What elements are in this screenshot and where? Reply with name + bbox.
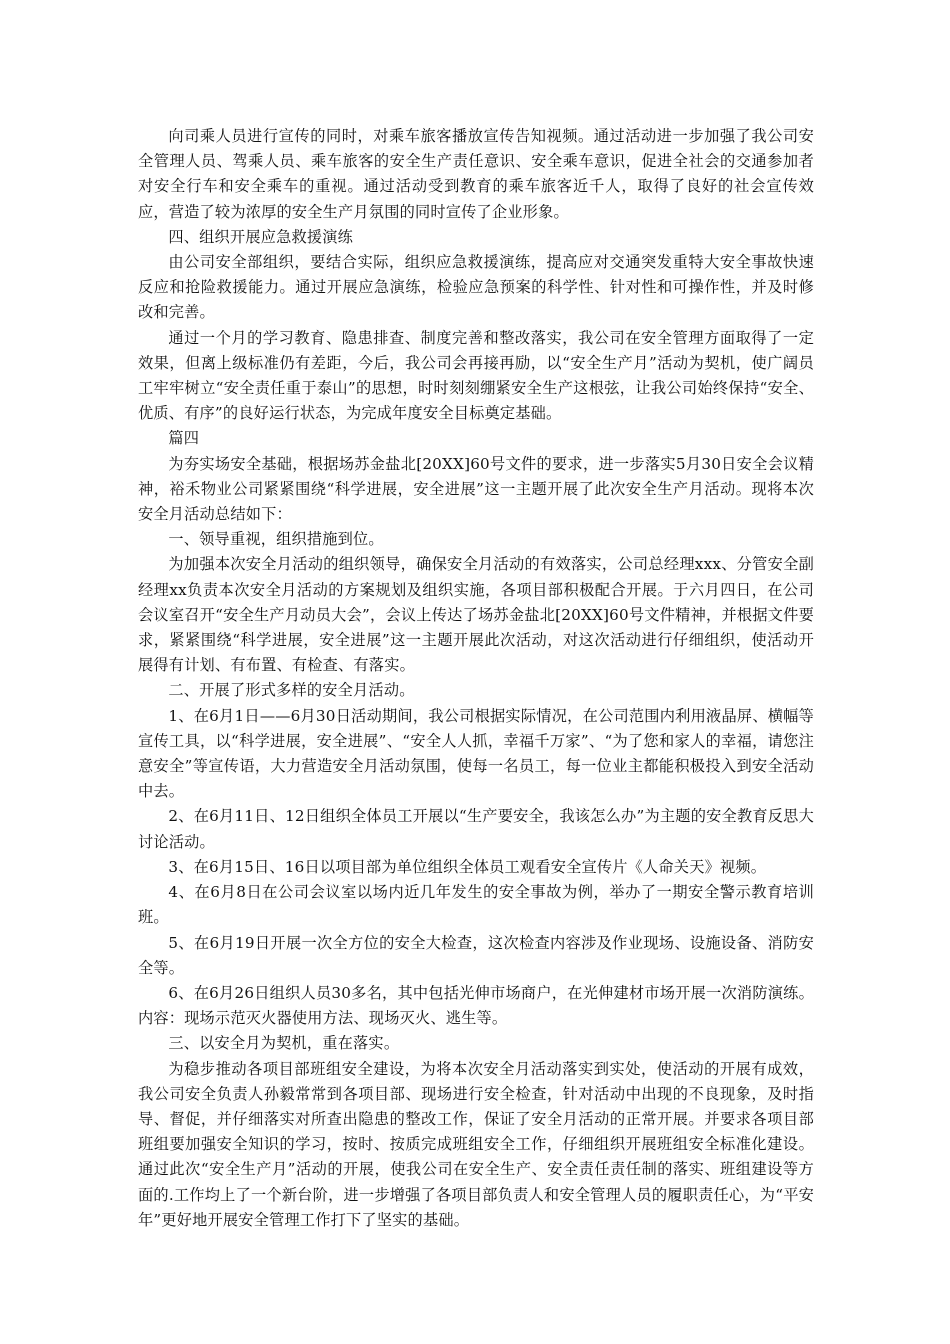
paragraph-publicity-summary: 向司乘人员进行宣传的同时，对乘车旅客播放宣传告知视频。通过活动进一步加强了我公司安全管理人员、驾乘人员、乘车旅客的安全生产责任意识、安全乘车意识，促进全社会的交通参加者对安全行车和安全乘车的重视。通过活动受到教育的乘车旅客近千人，取得了良好的社会宣传效应，营造了较为浓厚的安全生产月氛围的同时宣传了企业形象。 [138,127,814,221]
heading-leadership: 一、领导重视，组织措施到位。 [168,530,384,549]
list-item-activity-2: 2、在6月11日、12日组织全体员工开展以“生产要安全，我该怎么办”为主题的安全教育反思大讨论活动。 [138,807,814,851]
list-item-activity-1: 1、在6月1日——6月30日活动期间，我公司根据实际情况，在公司范围内利用液晶屏、横幅等宣传工具，以“科学进展，安全进展”、“安全人人抓，幸福千万家”、“为了您和家人的幸福，请您注意安全”等宣传语，大力营造安全月活动氛围，使每一名员工，每一位业主都能积极投入到安全活动中去。 [138,706,814,801]
paragraph-leadership: 为加强本次安全月活动的组织领导，确保安全月活动的有效落实，公司总经理xxx、分管安全副经理xx负责本次安全月活动的方案规划及组织实施，各项目部积极配合开展。于六月四日，在公司会议室召开“安全生产月动员大会”，会议上传达了场苏金盐北[20XX]60号文件精神，并根据文件要求，紧紧围绕“科学进展，安全进展”这一主题开展此次活动，对这次活动进行仔细组织，使活动开展得有计划、有布置、有检查、有落实。 [138,555,814,675]
paragraph-implementation: 为稳步推动各项目部班组安全建设，为将本次安全月活动落实到实处，使活动的开展有成效，我公司安全负责人孙毅常常到各项目部、现场进行安全检查，针对活动中出现的不良现象，及时指导、督促，并仔细落实对所查出隐患的整改工作，保证了安全月活动的正常开展。并要求各项目部班组要加强安全知识的学习，按时、按质完成班组安全工作，仔细组织开展班组安全标准化建设。通过此次“安全生产月”活动的开展，使我公司在安全生产、安全责任责任制的落实、班组建设等方面的.工作均上了一个新台阶，进一步增强了各项目部负责人和安全管理人员的履职责任心，为“平安年”更好地开展安全管理工作打下了坚实的基础。 [138,1059,814,1229]
paragraph-part-four-intro: 为夯实场安全基础，根据场苏金盐北[20XX]60号文件的要求，进一步落实5月30日安全会议精神，裕禾物业公司紧紧围绕“科学进展，安全进展”这一主题开展了此次安全生产月活动。现将本次安全月活动总结如下： [138,454,814,524]
paragraph-emergency-drill: 由公司安全部组织，要结合实际，组织应急救援演练，提高应对交通突发重特大安全事故快速反应和抢险救援能力。通过开展应急演练，检验应急预案的科学性、针对性和可操作性，并及时修改和完善。 [138,253,814,322]
heading-part-four: 篇四 [168,429,200,448]
list-item-activity-6: 6、在6月26日组织人员30多名，其中包括光伸市场商户，在光伸建材市场开展一次消防演练。内容：现场示范灭火器使用方法、现场灭火、逃生等。 [138,983,814,1028]
document-page [138,124,814,1233]
list-item-activity-4: 4、在6月8日在公司会议室以场内近几年发生的安全事故为例，举办了一期安全警示教育培训班。 [138,883,814,927]
list-item-activity-5: 5、在6月19日开展一次全方位的安全大检查，这次检查内容涉及作业现场、设施设备、消防安全等。 [138,933,814,977]
paragraph-month-conclusion: 通过一个月的学习教育、隐患排查、制度完善和整改落实，我公司在安全管理方面取得了一定效果，但离上级标准仍有差距，今后，我公司会再接再励，以“安全生产月”活动为契机，使广阔员工牢牢树立“安全责任重于泰山”的思想，时时刻刻绷紧安全生产这根弦，让我公司始终保持“安全、优质、有序”的良好运行状态，为完成年度安全目标奠定基础。 [138,328,814,423]
heading-activities: 二、开展了形式多样的安全月活动。 [168,681,415,700]
list-item-activity-3: 3、在6月15日、16日以项目部为单位组织全体员工观看安全宣传片《人命关天》视频。 [168,857,767,876]
heading-emergency-drill: 四、组织开展应急救援演练 [168,227,354,246]
heading-implementation: 三、以安全月为契机，重在落实。 [168,1034,400,1053]
